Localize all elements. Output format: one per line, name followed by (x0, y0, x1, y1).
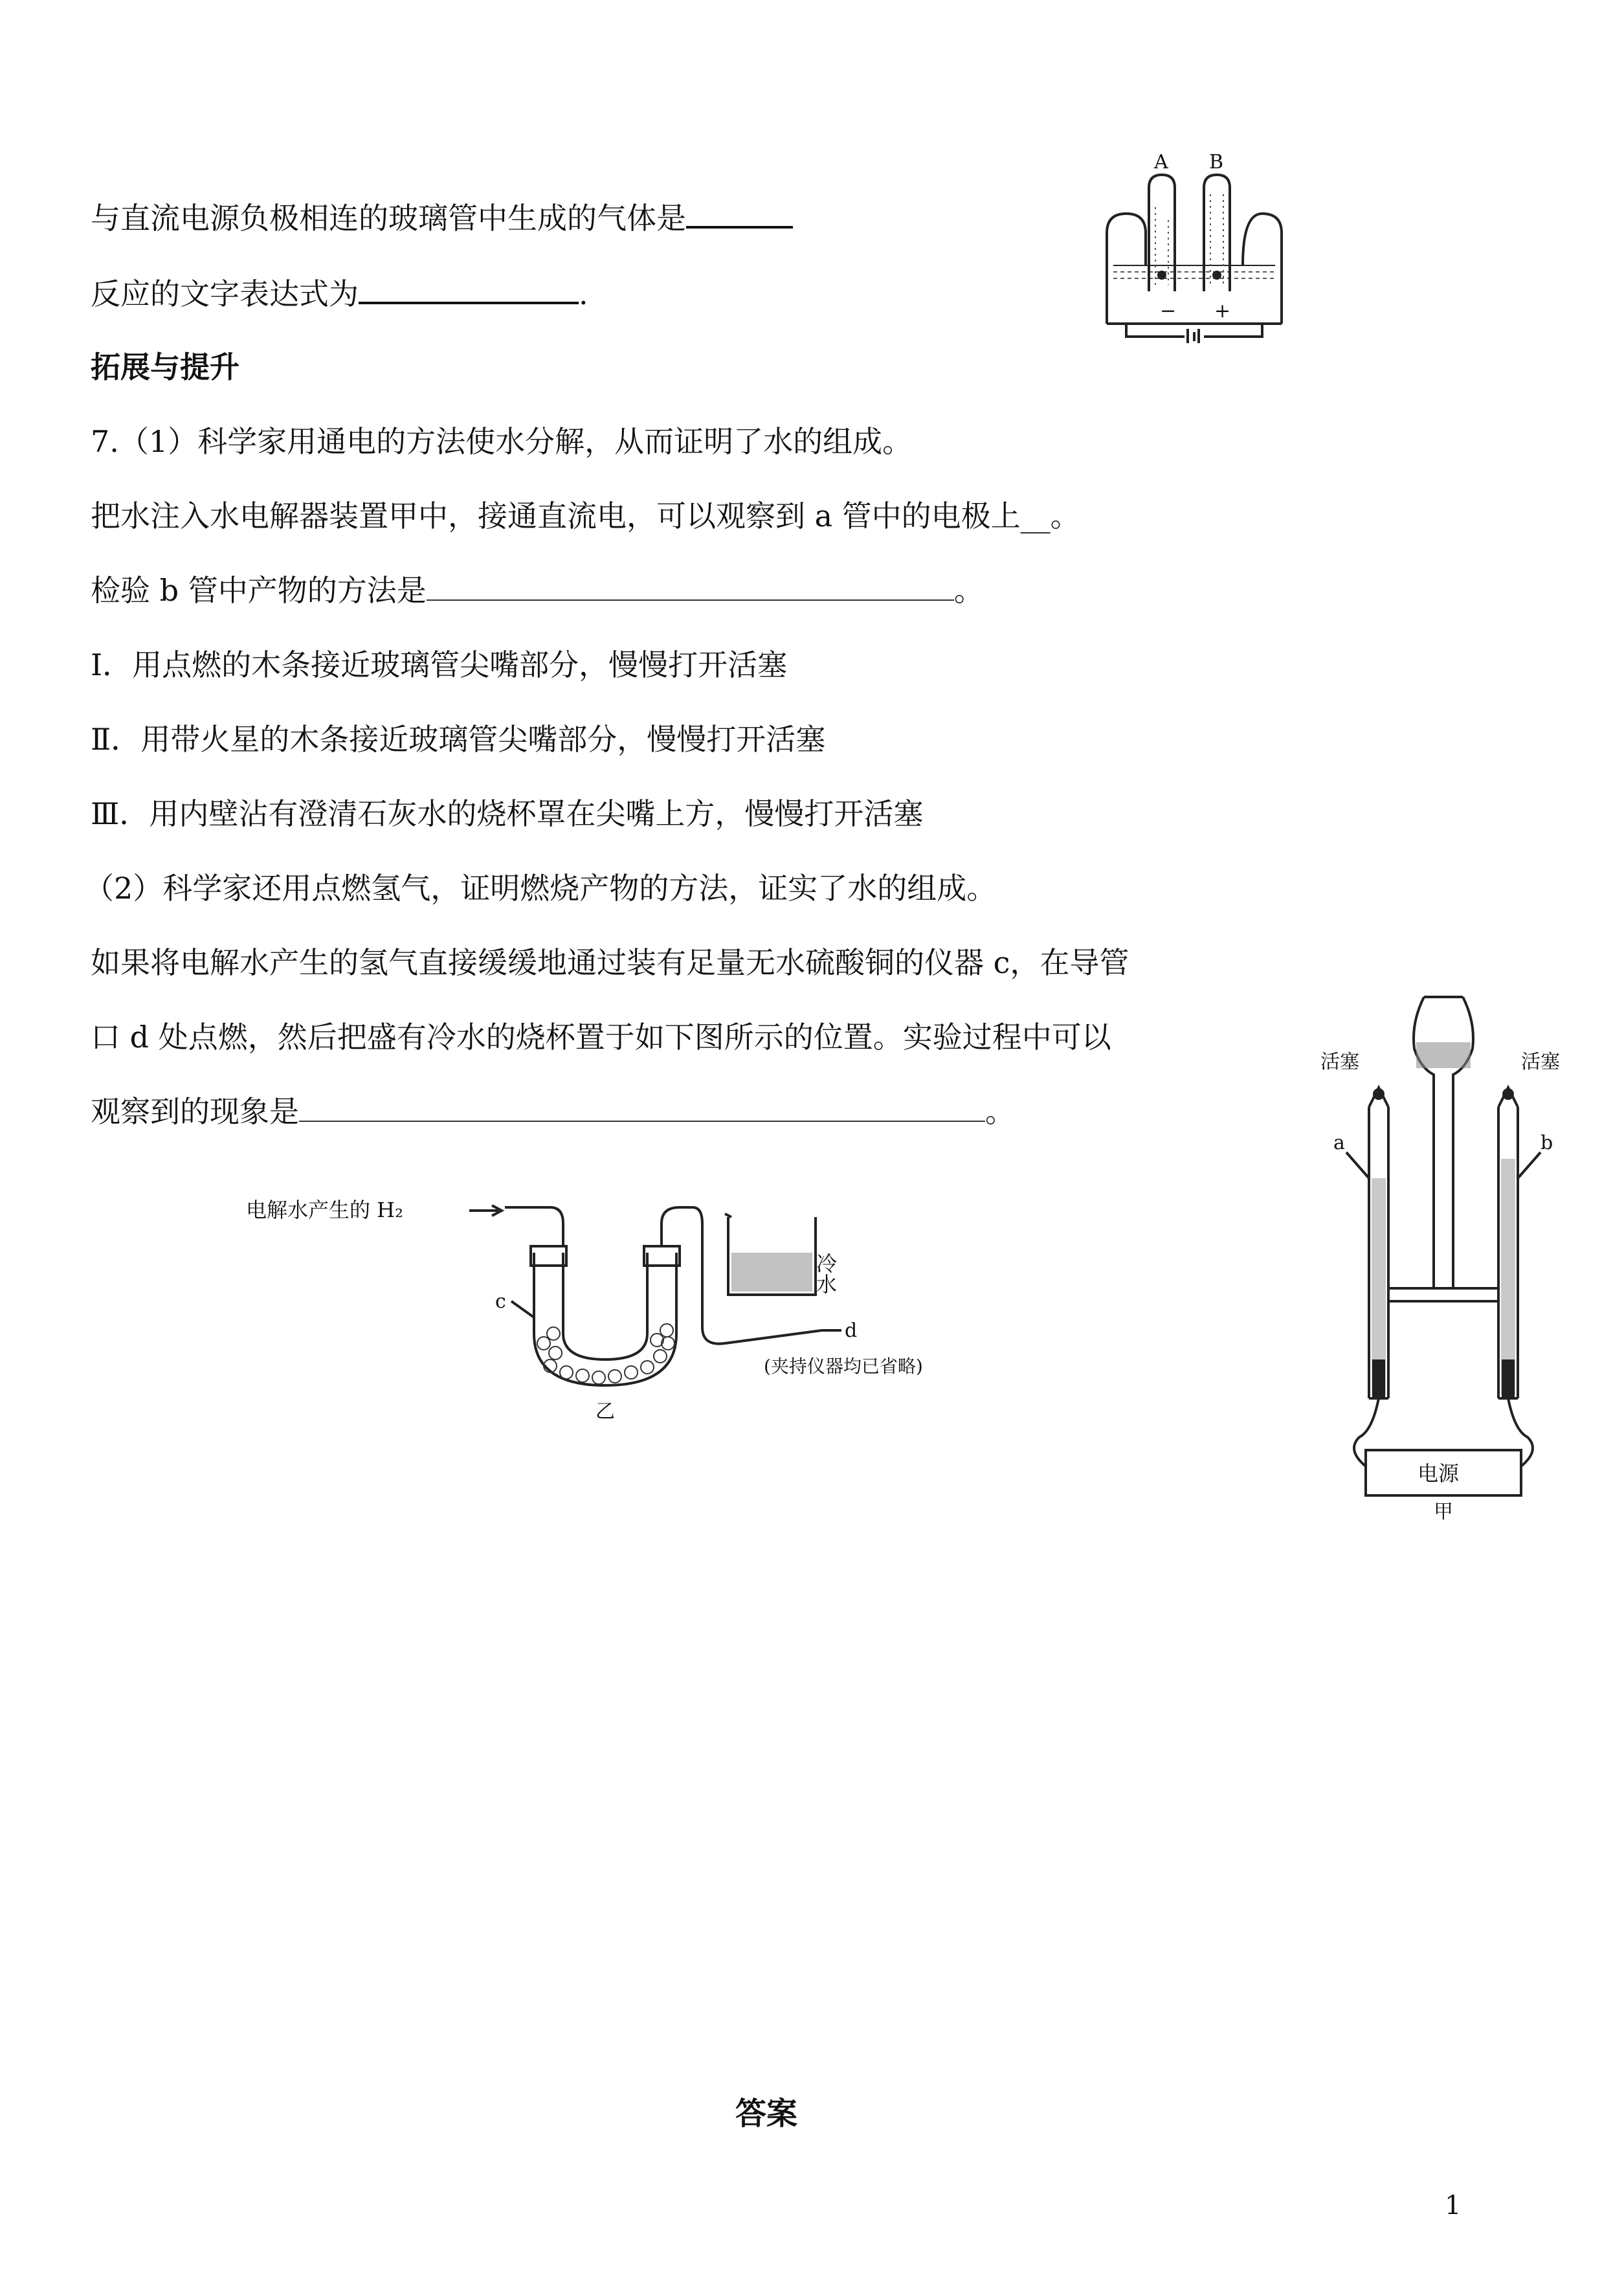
q7-line-observe: 把水注入水电解器装置甲中，接通直流电，可以观察到 a 管中的电极上__。 (91, 498, 1080, 533)
small-label-plus: + (1214, 300, 1231, 322)
figure-electrolysis-small (1087, 149, 1301, 343)
q7-line-test-prefix: 检验 b 管中产物的方法是 (91, 573, 427, 608)
jia-label-valve-left: 活塞 (1320, 1051, 1359, 1073)
q7-part2-line3-suffix: 。 (985, 1094, 1015, 1129)
yi-caption: 乙 (595, 1400, 615, 1423)
page-number: 1 (1445, 2191, 1462, 2220)
jia-label-power: 电源 (1418, 1461, 1460, 1486)
q6-blank-expression[interactable] (359, 273, 579, 304)
electrolyzer-jia-diagram (1307, 984, 1579, 1521)
figure-jia (1307, 984, 1579, 1521)
small-label-minus: − (1160, 300, 1177, 322)
section-title: 拓展与提升 (91, 350, 239, 385)
electrolysis-small-diagram (1087, 149, 1301, 343)
yi-label-input: 电解水产生的 H₂ (246, 1198, 403, 1222)
q6-blank-gas[interactable] (686, 197, 793, 229)
hydrogen-apparatus-yi-diagram (246, 1178, 1003, 1424)
yi-note: (夹持仪器均已省略) (764, 1356, 923, 1377)
yi-label-c: c (495, 1290, 506, 1313)
q7-part1-title: 7.（1）科学家用通电的方法使水分解，从而证明了水的组成。 (91, 424, 913, 459)
answer-heading: 答案 (735, 2096, 798, 2132)
q7-blank-test-method[interactable] (427, 571, 954, 601)
jia-label-b: b (1541, 1132, 1553, 1154)
q6-line2-end: . (579, 276, 588, 311)
q7-part2-line1: 如果将电解水产生的氢气直接缓缓地通过装有足量无水硫酸铜的仪器 c，在导管 (91, 945, 1129, 980)
jia-caption: 甲 (1434, 1501, 1453, 1521)
q6-line2 (91, 273, 588, 313)
q7-line-test-suffix: 。 (953, 573, 984, 608)
q6-line2-text: 反应的文字表达式为 (91, 276, 359, 311)
yi-label-beaker: 冷水 (813, 1253, 838, 1294)
q7-option-3: Ⅲ．用内壁沾有澄清石灰水的烧杯罩在尖嘴上方，慢慢打开活塞 (91, 796, 924, 831)
q7-blank-phenomenon[interactable] (299, 1092, 985, 1122)
yi-label-d: d (845, 1319, 858, 1342)
q7-part2-line3 (91, 1092, 1015, 1131)
jia-label-a: a (1333, 1132, 1345, 1154)
jia-label-valve-right: 活塞 (1521, 1051, 1560, 1073)
small-label-b: B (1209, 151, 1224, 173)
q7-part2-title: （2）科学家还用点燃氢气，证明燃烧产物的方法，证实了水的组成。 (84, 871, 997, 906)
small-label-a: A (1154, 151, 1168, 173)
q7-line-test (91, 571, 984, 610)
q7-part2-line2: 口 d 处点燃，然后把盛有冷水的烧杯置于如下图所示的位置。实验过程中可以 (91, 1020, 1111, 1055)
q7-option-2: Ⅱ．用带火星的木条接近玻璃管尖嘴部分，慢慢打开活塞 (91, 722, 826, 757)
q7-option-1: Ⅰ．用点燃的木条接近玻璃管尖嘴部分，慢慢打开活塞 (91, 647, 788, 682)
q7-part2-line3-prefix: 观察到的现象是 (91, 1094, 299, 1129)
q6-line1-text: 与直流电源负极相连的玻璃管中生成的气体是 (91, 201, 686, 236)
q6-line1 (91, 197, 793, 238)
figure-yi (246, 1178, 1003, 1424)
